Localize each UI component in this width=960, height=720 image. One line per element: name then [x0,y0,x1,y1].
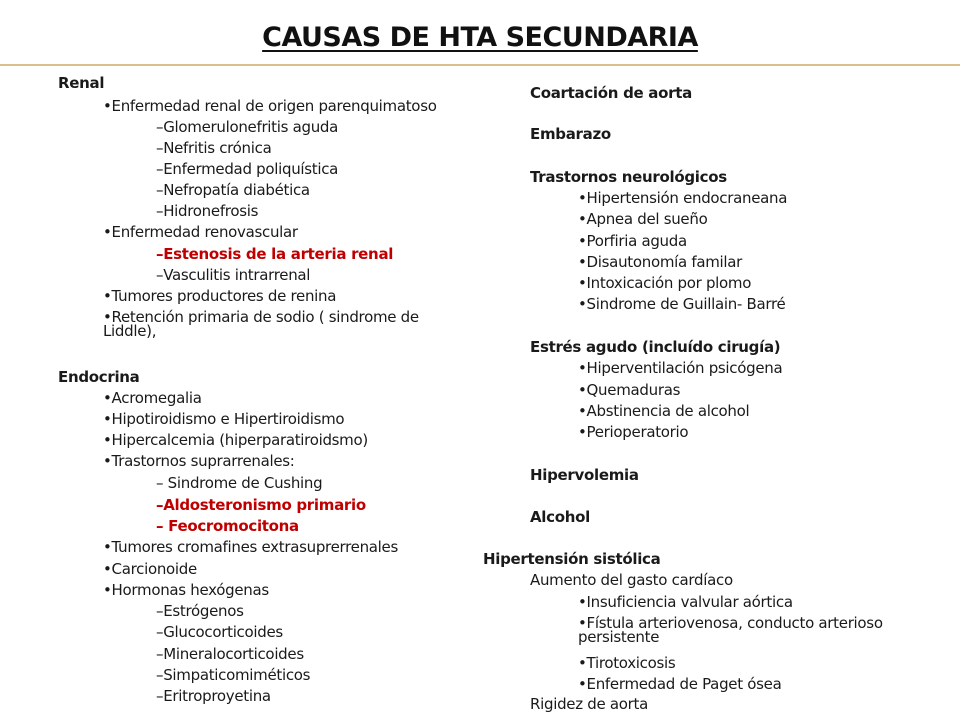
list-item: –Nefropatía diabética [156,181,310,199]
list-item: –Glomerulonefritis aguda [156,118,339,136]
list-item: •Abstinencia de alcohol [578,402,750,420]
list-item: –Hidronefrosis [156,202,259,220]
heading-coartacion: Coartación de aorta [530,84,692,102]
list-item: •Perioperatorio [578,423,689,441]
list-item: •Quemaduras [578,381,681,399]
list-item-highlighted: –Estenosis de la arteria renal [156,245,394,263]
list-item: •Hipotiroidismo e Hipertiroidismo [103,410,345,428]
list-item: •Hormonas hexógenas [103,581,269,599]
heading-endocrina: Endocrina [58,368,140,386]
list-item: –Estrógenos [156,602,244,620]
heading-hipervolemia: Hipervolemia [530,466,639,484]
heading-embarazo: Embarazo [530,125,611,143]
list-item: •Tumores cromafines extrasuprerrenales [103,538,398,556]
list-item: •Carcionoide [103,560,197,578]
list-item: •Enfermedad renovascular [103,223,298,241]
list-item: – Sindrome de Cushing [156,474,323,492]
list-item: –Vasculitis intrarrenal [156,266,311,284]
list-item: –Enfermedad poliquística [156,160,339,178]
list-item: •Disautonomía familar [578,253,743,271]
list-item: •Apnea del sueño [578,210,708,228]
list-item: •Enfermedad renal de origen parenquimatoso [103,97,437,115]
heading-sistolica: Hipertensión sistólica [483,550,661,568]
list-item: •Hipercalcemia (hiperparatiroidsmo) [103,431,368,449]
subheading-gasto: Aumento del gasto cardíaco [530,571,733,589]
heading-neuro: Trastornos neurológicos [530,168,727,186]
list-item: •Porfiria aguda [578,232,687,250]
subheading-rigidez: Rigidez de aorta [530,695,648,713]
list-item-highlighted: – Feocromocitona [156,517,299,535]
list-item: •Acromegalia [103,389,202,407]
heading-alcohol: Alcohol [530,508,590,526]
list-item: –Simpaticomiméticos [156,666,311,684]
list-item: •Retención primaria de sodio ( sindrome de Liddle), [103,308,419,340]
list-item: •Sindrome de Guillain- Barré [578,295,786,313]
title-divider [0,64,960,66]
list-item-highlighted: –Aldosteronismo primario [156,496,366,514]
list-item: •Tirotoxicosis [578,654,676,672]
heading-renal: Renal [58,74,105,92]
list-item: –Nefritis crónica [156,139,272,157]
list-item: •Trastornos suprarrenales: [103,452,295,470]
page-title: CAUSAS DE HTA SECUNDARIA [262,22,698,53]
list-item: –Glucocorticoides [156,623,283,641]
list-item: •Hiperventilación psicógena [578,359,783,377]
list-item: •Insuficiencia valvular aórtica [578,593,793,611]
heading-estres: Estrés agudo (incluído cirugía) [530,338,781,356]
list-item: •Hipertensión endocraneana [578,189,788,207]
list-item: •Tumores productores de renina [103,287,337,305]
list-item: –Mineralocorticoides [156,645,304,663]
list-item: •Intoxicación por plomo [578,274,752,292]
list-item: –Eritroproyetina [156,687,271,705]
list-item: •Fístula arteriovenosa, conducto arterioso persistente [578,614,883,646]
list-item: •Enfermedad de Paget ósea [578,675,782,693]
